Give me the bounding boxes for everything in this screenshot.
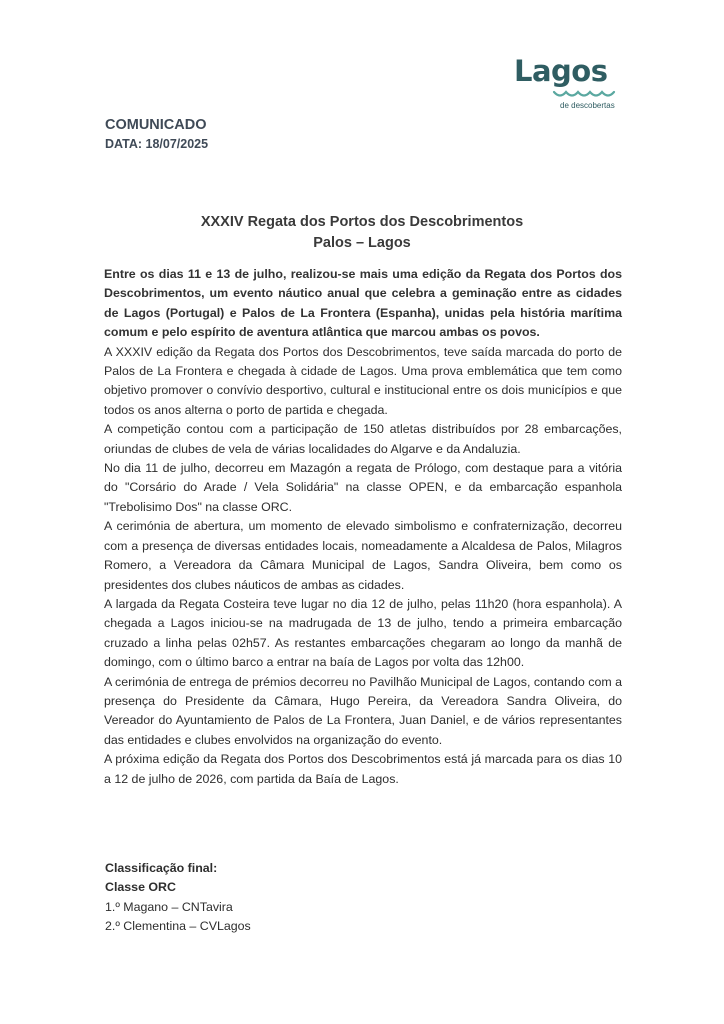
logo-wordmark: Lagos: [514, 54, 608, 88]
paragraph: A cerimónia de entrega de prémios decorreu no Pavilhão Municipal de Lagos, contando com a presença do Presidente da Câmara, Hugo Pereira, da Vereadora Sandra Oliveira, do Vereador do Ayuntamiento de Palos de La Frontera, Juan Daniel, e de vários representantes das entidades e clubes envolvidos na organização do evento.: [104, 674, 622, 747]
result-item: 2.º Clementina – CVLagos: [105, 919, 251, 934]
classification-section: [105, 859, 251, 937]
title-line-1: XXXIV Regata dos Portos dos Descobrimentos: [200, 214, 524, 230]
communique-label: COMUNICADO: [105, 117, 207, 133]
title-line-2: Palos – Lagos: [313, 235, 411, 251]
paragraph: A XXXIV edição da Regata dos Portos dos Descobrimentos, teve saída marcada do porto de Palos de La Frontera e chegada à cidade de Lagos. Uma prova emblemática que tem como objetivo promover o convívio desportivo, cultural e institucional entre os dois municípios e que todos os anos alterna o porto de partida e chegada.: [104, 344, 622, 417]
paragraph: No dia 11 de julho, decorreu em Mazagón a regata de Prólogo, com destaque para a vitória do "Corsário do Arade / Vela Solidária" na classe OPEN, e da embarcação espanhola "Trebolisimo Dos" na classe ORC.: [104, 461, 622, 514]
lagos-logo: [512, 54, 618, 114]
paragraph: A cerimónia de abertura, um momento de elevado simbolismo e confraternização, decorreu com a presença de diversas entidades locais, nomeadamente a Alcaldesa de Palos, Milagros Romero, a Vereadora da Câmara Municipal de Lagos, Sandra Oliveira, bem como os presidentes dos clubes náuticos de ambas as cidades.: [104, 519, 622, 592]
paragraph: A próxima edição da Regata dos Portos dos Descobrimentos está já marcada para os dias 10 a 12 de julho de 2026, com partida da Baía de Lagos.: [104, 752, 622, 786]
paragraph: A largada da Regata Costeira teve lugar no dia 12 de julho, pelas 11h20 (hora espanhola). A chegada a Lagos iniciou-se na madrugada de 13 de julho, tendo a primeira embarcação cruzado a linha pelas 02h57. As restantes embarcações chegaram ao longo da manhã de domingo, com o último barco a entrar na baía de Lagos por volta das 12h00.: [104, 596, 622, 670]
logo-tagline: de descobertas: [560, 101, 615, 110]
document-date: DATA: 18/07/2025: [105, 137, 209, 151]
classification-heading: Classificação final:: [105, 861, 218, 875]
waves-icon: [552, 90, 616, 100]
document-title: [0, 212, 724, 254]
lead-paragraph: Entre os dias 11 e 13 de julho, realizou-se mais uma edição da Regata dos Portos dos Descobrimentos, um evento náutico anual que celebra a geminação entre as cidades de Lagos (Portugal) e Palos de La Frontera (Espanha), unidas pela história marítima comum e pelo espírito de aventura atlântica que marcou ambas os povos.: [104, 267, 622, 340]
paragraph: A competição contou com a participação de 150 atletas distribuídos por 28 embarcações, oriundas de clubes de vela de várias localidades do Algarve e da Andaluzia.: [104, 422, 622, 456]
document-header: [105, 115, 208, 153]
result-item: 1.º Magano – CNTavira: [105, 899, 233, 914]
document-body: [104, 265, 622, 789]
class-name: Classe ORC: [105, 880, 176, 895]
